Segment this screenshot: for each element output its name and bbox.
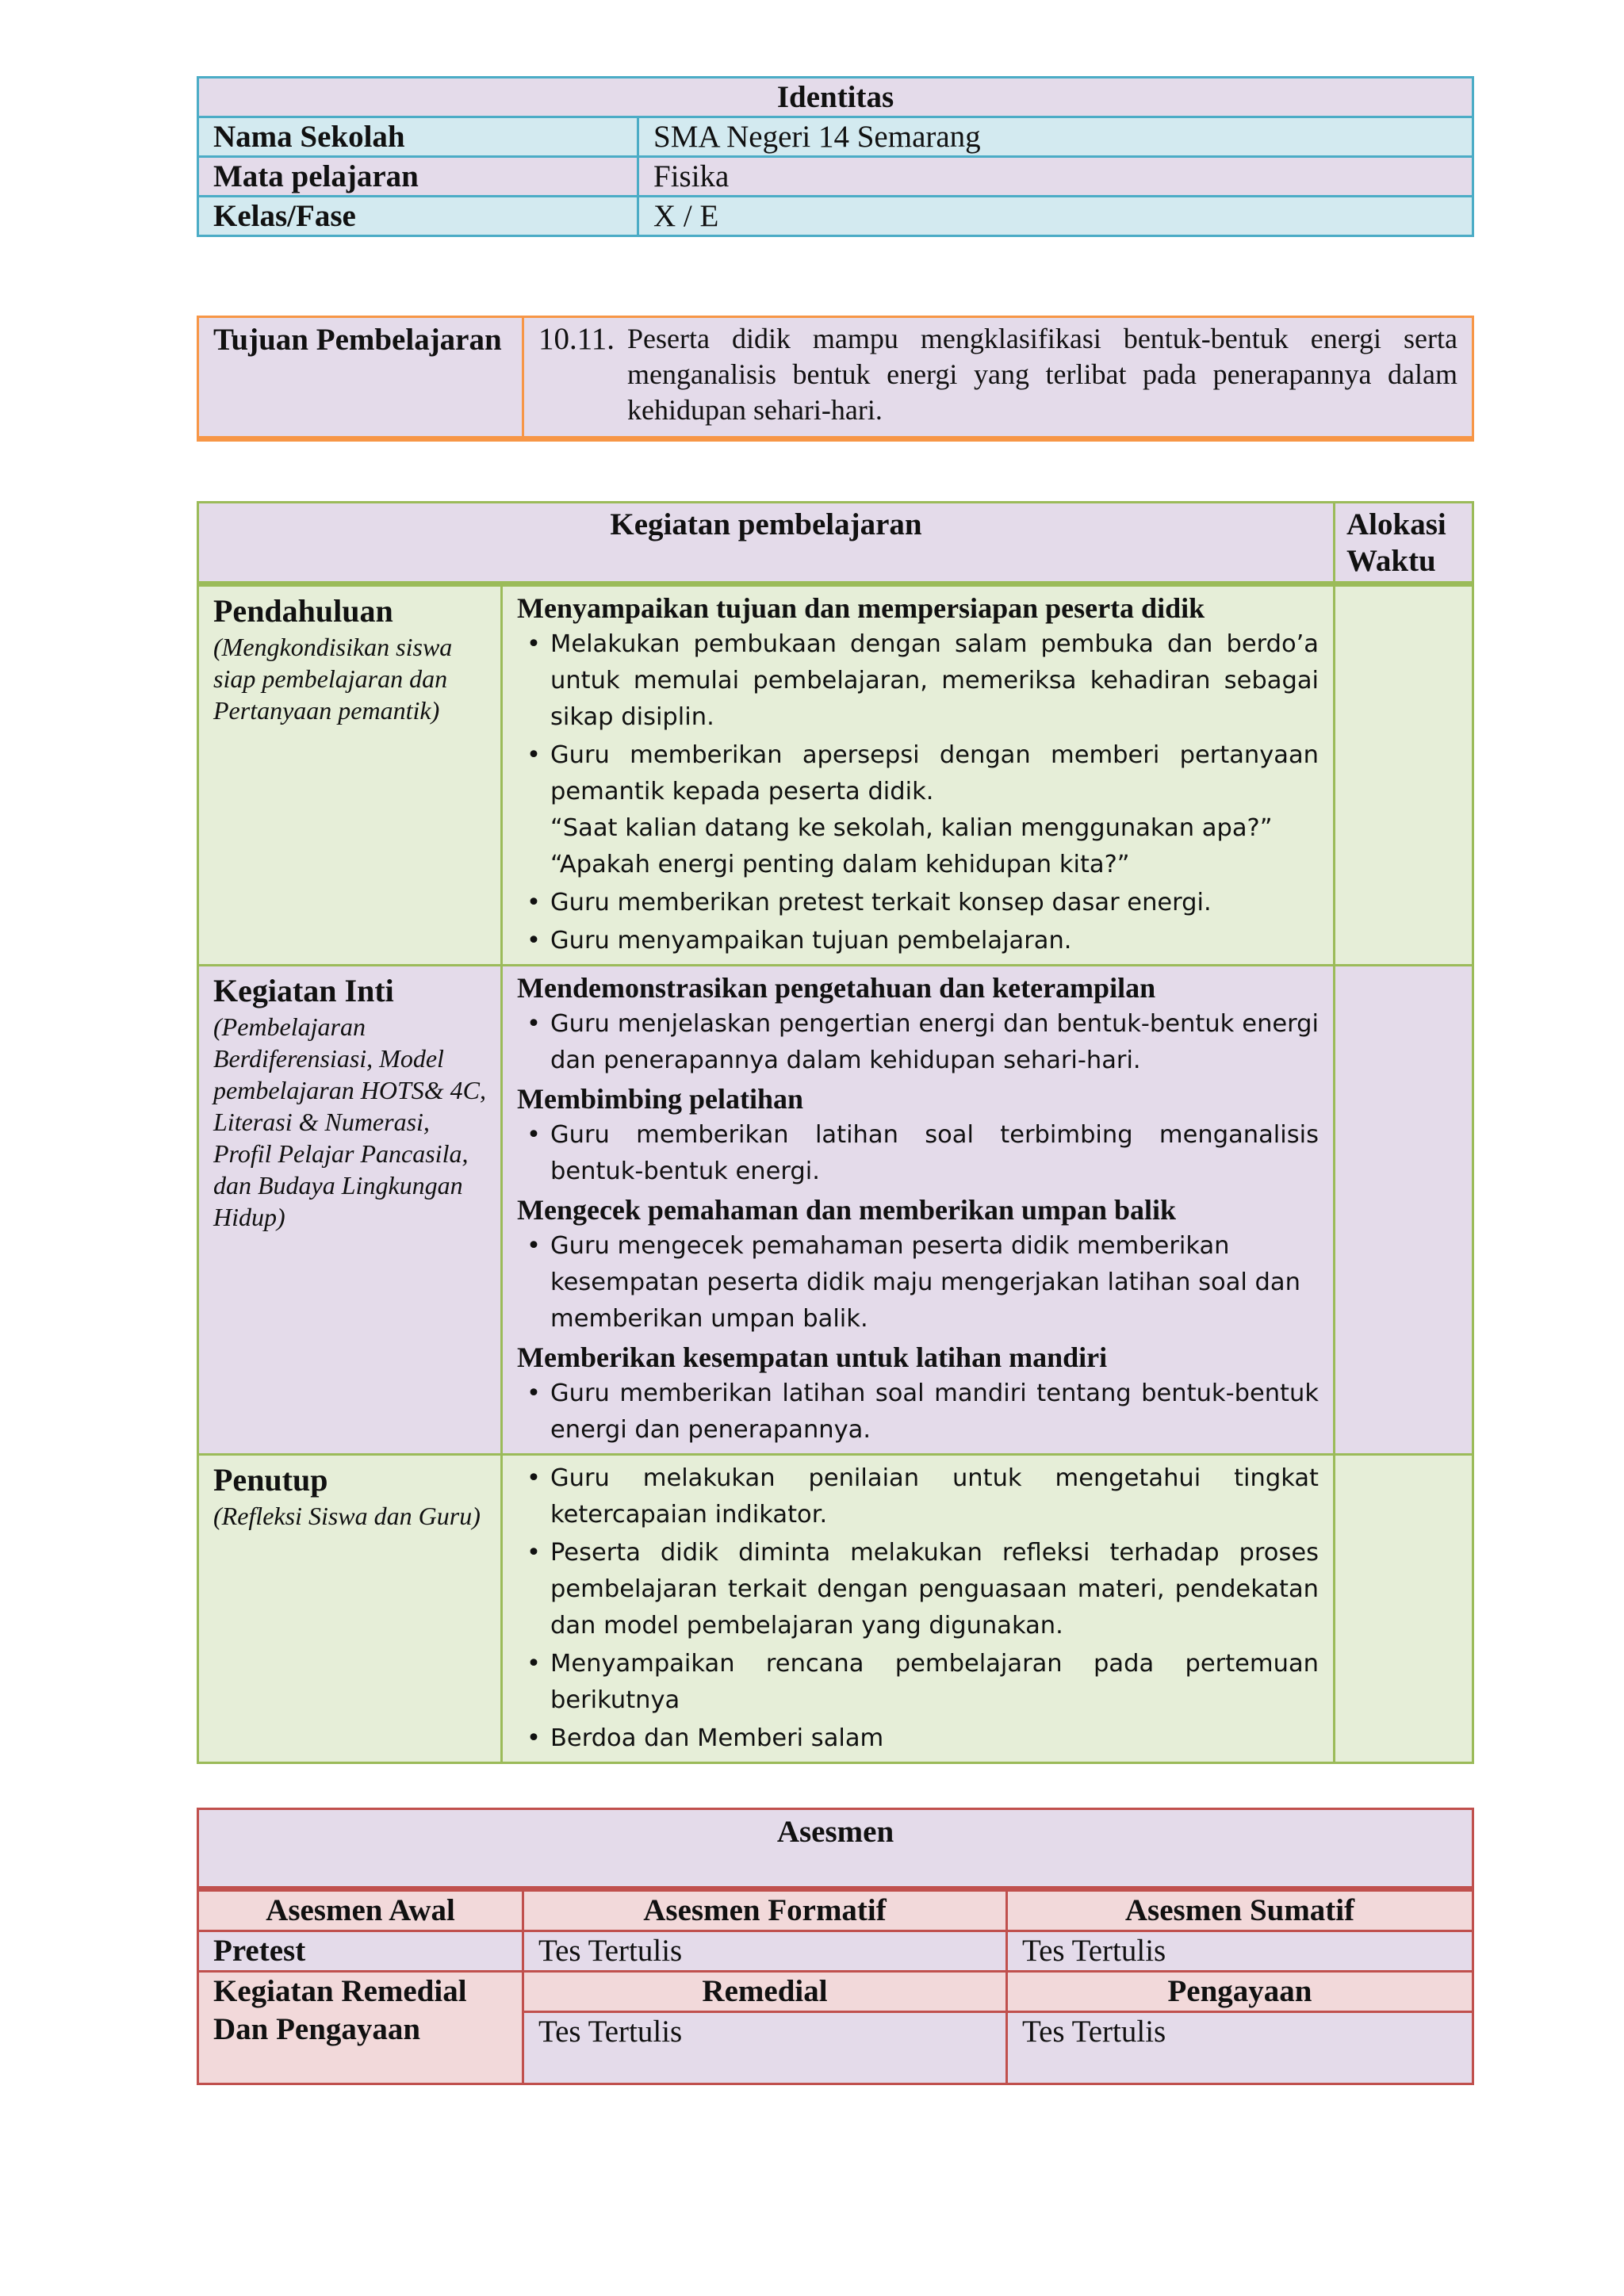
pendahuluan-alokasi	[1335, 584, 1473, 966]
penutup-activities	[502, 1455, 1335, 1763]
list-item: • Melakukan pembukaan dengan salam pembuka dan berdo’a untuk memulai pembelajaran, memeriksa kehadiran sebagai sikap disiplin.	[550, 626, 1319, 736]
list-item: • Guru melakukan penilaian untuk mengetahui tingkat ketercapaian indikator.	[550, 1460, 1319, 1533]
identitas-table	[197, 76, 1474, 237]
asesmen-sumatif-header: Asesmen Sumatif	[1007, 1889, 1473, 1931]
list-item: • Guru memberikan pretest terkait konsep dasar energi.	[550, 885, 1319, 921]
penutup-alokasi	[1335, 1455, 1473, 1763]
pendahuluan-subheading: Menyampaikan tujuan dan mempersiapan peserta didik	[517, 592, 1205, 624]
asesmen-formatif-header: Asesmen Formatif	[523, 1889, 1007, 1931]
kegiatan-header: Kegiatan pembelajaran	[198, 503, 1335, 584]
label-nama-sekolah: Nama Sekolah	[198, 117, 638, 157]
penutup-list	[517, 1460, 1319, 1757]
tujuan-table	[197, 316, 1474, 442]
bullet-text: Guru memberikan apersepsi dengan memberi pertanyaan pemantik kepada peserta didik.	[550, 741, 1319, 806]
inti-list-4	[517, 1376, 1319, 1448]
list-item: • Berdoa dan Memberi salam	[550, 1720, 1319, 1757]
pendahuluan-cell	[198, 584, 502, 966]
list-item	[550, 737, 1319, 883]
list-item: • Guru menjelaskan pengertian energi dan bentuk-bentuk energi dan penerapannya dalam kehidupan sehari-hari.	[550, 1006, 1319, 1079]
tujuan-label: Tujuan Pembelajaran	[198, 317, 523, 439]
inti-note: (Pembelajaran Berdiferensiasi, Model pembelajaran HOTS& 4C, Literasi & Numerasi, Profil Pelajar Pancasila, dan Budaya Lingkungan Hidup)	[213, 1012, 486, 1231]
kegiatan-table	[197, 501, 1474, 1764]
penutup-cell	[198, 1455, 502, 1763]
inti-subheading-2: Membimbing pelatihan	[517, 1083, 804, 1115]
identitas-title: Identitas	[198, 78, 1473, 117]
pertanyaan-pemantik-1: “Saat kalian datang ke sekolah, kalian menggunakan apa?”	[550, 814, 1273, 842]
list-item: • Menyampaikan rencana pembelajaran pada pertemuan berikutnya	[550, 1646, 1319, 1719]
list-item: • Guru menyampaikan tujuan pembelajaran.	[550, 923, 1319, 959]
value-nama-sekolah: SMA Negeri 14 Semarang	[638, 117, 1473, 157]
tujuan-text: Peserta didik mampu mengklasifikasi bentuk-bentuk energi serta menganalisis bentuk energi yang terlibat pada penerapannya dalam kehidupan sehari-hari.	[627, 323, 1457, 426]
label-kelas-fase: Kelas/Fase	[198, 197, 638, 236]
pengayaan-header: Pengayaan	[1007, 1972, 1473, 2012]
remedial-value: Tes Tertulis	[523, 2012, 1007, 2084]
tujuan-number: 10.11.	[538, 322, 615, 356]
inti-list-2	[517, 1117, 1319, 1190]
asesmen-awal-header: Asesmen Awal	[198, 1889, 523, 1931]
alokasi-waktu-header: Alokasi Waktu	[1335, 503, 1473, 584]
value-mata-pelajaran: Fisika	[638, 157, 1473, 197]
pendahuluan-title: Pendahuluan	[213, 593, 393, 629]
list-item: • Guru memberikan latihan soal terbimbing menganalisis bentuk-bentuk energi.	[550, 1117, 1319, 1190]
value-kelas-fase: X / E	[638, 197, 1473, 236]
remedial-header: Remedial	[523, 1972, 1007, 2012]
remedial-pengayaan-label: Kegiatan Remedial Dan Pengayaan	[198, 1972, 523, 2084]
penutup-title: Penutup	[213, 1462, 328, 1498]
pretest-label: Pretest	[198, 1931, 523, 1972]
sumatif-value: Tes Tertulis	[1007, 1931, 1473, 1972]
asesmen-title: Asesmen	[198, 1809, 1473, 1889]
inti-list-3	[517, 1228, 1319, 1337]
inti-title: Kegiatan Inti	[213, 973, 394, 1008]
inti-subheading-1: Mendemonstrasikan pengetahuan dan keterampilan	[517, 972, 1156, 1004]
tujuan-goal	[538, 321, 1457, 428]
penutup-note: (Refleksi Siswa dan Guru)	[213, 1502, 481, 1530]
list-item: • Guru mengecek pemahaman peserta didik memberikan kesempatan peserta didik maju mengerjakan latihan soal dan memberikan umpan balik.	[550, 1228, 1319, 1337]
inti-subheading-4: Memberikan kesempatan untuk latihan mandiri	[517, 1341, 1108, 1373]
formatif-value: Tes Tertulis	[523, 1931, 1007, 1972]
pendahuluan-note: (Mengkondisikan siswa siap pembelajaran dan Pertanyaan pemantik)	[213, 633, 453, 725]
pengayaan-value: Tes Tertulis	[1007, 2012, 1473, 2084]
asesmen-table	[197, 1808, 1474, 2085]
pendahuluan-activities	[502, 584, 1335, 966]
pertanyaan-pemantik-2: “Apakah energi penting dalam kehidupan kita?”	[550, 851, 1130, 878]
label-mata-pelajaran: Mata pelajaran	[198, 157, 638, 197]
inti-alokasi	[1335, 966, 1473, 1455]
pendahuluan-list	[517, 626, 1319, 959]
inti-subheading-3: Mengecek pemahaman dan memberikan umpan balik	[517, 1194, 1177, 1226]
list-item: • Guru memberikan latihan soal mandiri tentang bentuk-bentuk energi dan penerapannya.	[550, 1376, 1319, 1448]
list-item: • Peserta didik diminta melakukan refleksi terhadap proses pembelajaran terkait dengan penguasaan materi, pendekatan dan model pembelajaran yang digunakan.	[550, 1535, 1319, 1644]
inti-activities	[502, 966, 1335, 1455]
inti-cell	[198, 966, 502, 1455]
inti-list-1	[517, 1006, 1319, 1079]
